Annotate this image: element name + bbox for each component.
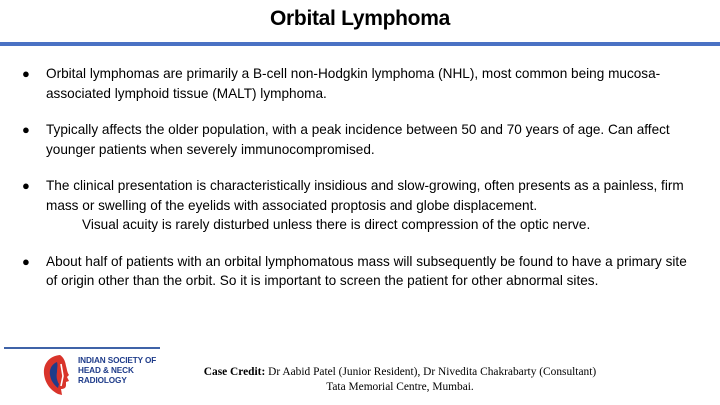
credit-label: Case Credit:: [203, 366, 266, 378]
credit-names: Dr Aabid Patel (Junior Resident), Dr Nivedita Chakrabarty (Consultant): [268, 366, 597, 378]
bullet-text: About half of patients with an orbital lymphomatous mass will subsequently be found to have a primary site of origin other than the orbit. So it is important to screen the patient for other abnormal sites.: [46, 253, 687, 288]
logo-line: RADIOLOGY: [78, 376, 127, 385]
slide-title: Orbital Lymphoma: [270, 7, 450, 30]
credit-institution: Tata Memorial Centre, Mumbai.: [326, 381, 474, 393]
bullet-dot-icon: ●: [22, 66, 30, 81]
bullet-text: The clinical presentation is characteristically insidious and slow-growing, often presents as a painless, firm mass or swelling of the eyelids with associated proptosis and globe displacement.: [46, 178, 684, 213]
bullet-item: [20, 120, 700, 159]
bullet-continuation: Visual acuity is rarely disturbed unless there is direct compression of the optic nerve.: [82, 217, 591, 232]
credit-line: [170, 365, 630, 380]
bullet-item: [20, 176, 700, 235]
footer-divider: [4, 347, 160, 349]
bullet-item: [20, 252, 700, 291]
society-logo: [40, 352, 158, 398]
logo-text: [78, 356, 160, 386]
bullet-text: Typically affects the older population, with a peak incidence between 50 and 70 years of age. Can affect younger patients when severely immunocompromised.: [46, 122, 670, 157]
logo-line: INDIAN SOCIETY OF: [78, 356, 157, 365]
bullet-dot-icon: ●: [22, 178, 30, 193]
bullet-list: [20, 64, 700, 308]
bullet-dot-icon: ●: [22, 253, 30, 269]
logo-line: HEAD & NECK: [78, 366, 134, 375]
bullet-text: Orbital lymphomas are primarily a B-cell non-Hodgkin lymphoma (NHL), most common being mucosa-associated lymphoid tissue (MALT) lymphoma.: [46, 66, 661, 101]
bullet-dot-icon: ●: [22, 122, 30, 137]
head-profile-icon: [40, 352, 78, 398]
bullet-item: [20, 64, 700, 103]
case-credit: [170, 365, 630, 395]
title-divider: [0, 42, 720, 46]
